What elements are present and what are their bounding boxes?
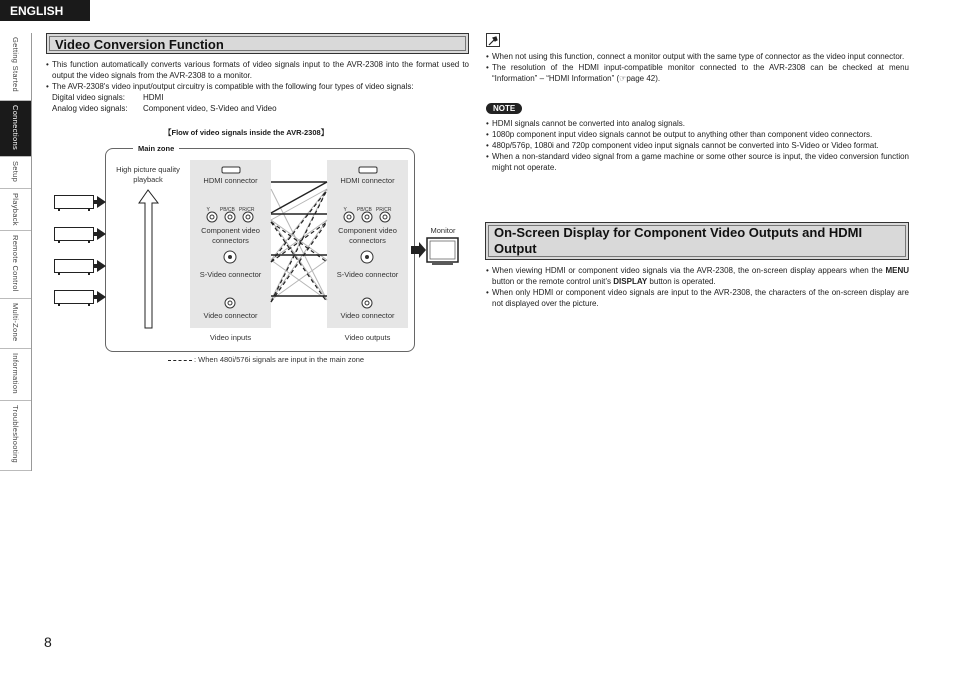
video-input-jack-icon (225, 298, 235, 308)
diagram-caption: 【Flow of video signals inside the AVR-2308】 (164, 128, 329, 137)
component-input-label: Component video connectors (201, 226, 260, 245)
wrench-icon (486, 33, 500, 47)
signal-type-digital: Digital video signals: HDMI (52, 93, 164, 102)
section-title-osd: On-Screen Display for Component Video Outputs and HDMI Output (485, 222, 909, 260)
note-badge: NOTE (486, 103, 522, 114)
svideo-input-jack-icon (224, 251, 236, 263)
language-tab: ENGLISH (0, 0, 90, 21)
side-tab-information[interactable]: Information (0, 349, 31, 401)
bullet-item: • HDMI signals cannot be converted into analog signals. (486, 118, 909, 129)
video-output-jack-icon (362, 298, 372, 308)
hdmi-input-label: HDMI connector (203, 176, 258, 185)
side-tab-getting-started[interactable]: Getting Started (0, 33, 31, 101)
note-bullets (486, 118, 909, 173)
diagram-legend: : When 480i/576i signals are input in the main zone (168, 355, 364, 364)
high-quality-arrow-icon (139, 190, 158, 328)
dashed-line-legend-icon (168, 360, 192, 361)
page-number: 8 (44, 634, 52, 650)
side-tab-playback[interactable]: Playback (0, 189, 31, 231)
hdmi-input-icon (222, 167, 240, 173)
bullet-item: • 1080p component input video signals cannot be output to anything other than component video connectors. (486, 129, 909, 140)
osd-bullets (486, 265, 909, 309)
bullet-item: • The AVR-2308's video input/output circuitry is compatible with the following four types of video signals: (46, 81, 469, 92)
side-tab-connections[interactable]: Connections (0, 101, 31, 157)
video-input-label: Video connector (203, 311, 258, 320)
video-outputs-caption: Video outputs (344, 333, 391, 342)
bullet-item: • When only HDMI or component video signals are input to the AVR-2308, the characters of the on-screen display are not displayed over the picture. (486, 287, 909, 309)
section-title-video-conversion: Video Conversion Function (46, 33, 469, 54)
bullet-item: • The resolution of the HDMI input-compatible monitor connected to the AVR-2308 can be checked at menu “Information” – “HDMI Information” (☞page 42). (486, 62, 909, 84)
monitor-icon (427, 238, 458, 264)
side-tab-setup[interactable]: Setup (0, 157, 31, 189)
svideo-input-label: S-Video connector (199, 270, 262, 279)
bullet-item: • When a non-standard video signal from a game machine or some other source is input, the video conversion function might not operate. (486, 151, 909, 173)
tips-bullets (486, 51, 909, 84)
side-tab-remote-control[interactable]: Remote Control (0, 231, 31, 299)
video-inputs-caption: Video inputs (209, 333, 252, 342)
hdmi-output-label: HDMI connector (340, 176, 395, 185)
component-output-label: Component video connectors (338, 226, 397, 245)
side-tab-troubleshooting[interactable]: Troubleshooting (0, 401, 31, 471)
output-arrow-icon (411, 242, 426, 258)
bullet-item: • 480p/576p, 1080i and 720p component video input signals cannot be converted into S-Video or Video format. (486, 140, 909, 151)
monitor-label: Monitor (430, 226, 456, 235)
signal-type-analog: Analog video signals: Component video, S-Video and Video (52, 104, 277, 113)
side-tab-multi-zone[interactable]: Multi-Zone (0, 299, 31, 349)
component-output-jack-labels: Y PB/CB PR/CR (343, 207, 392, 213)
bullet-item: • When not using this function, connect a monitor output with the same type of connector as the video input connector. (486, 51, 909, 62)
bullet-item: • When viewing HDMI or component video signals via the AVR-2308, the on-screen display appears when the MENU button or the remote control unit’s DISPLAY button is operated. (486, 265, 909, 287)
svideo-output-label: S-Video connector (336, 270, 399, 279)
high-picture-label: High picture quality playback (116, 165, 180, 184)
hdmi-output-icon (359, 167, 377, 173)
bullet-item: • This function automatically converts various formats of video signals input to the AVR-2308 into the format used to output the video signals from the AVR-2308 to a monitor. (46, 59, 469, 81)
component-input-jack-labels: Y PB/CB PR/CR (206, 207, 255, 213)
main-zone-label: Main zone (133, 144, 179, 153)
video-output-label: Video connector (340, 311, 395, 320)
svideo-output-jack-icon (361, 251, 373, 263)
